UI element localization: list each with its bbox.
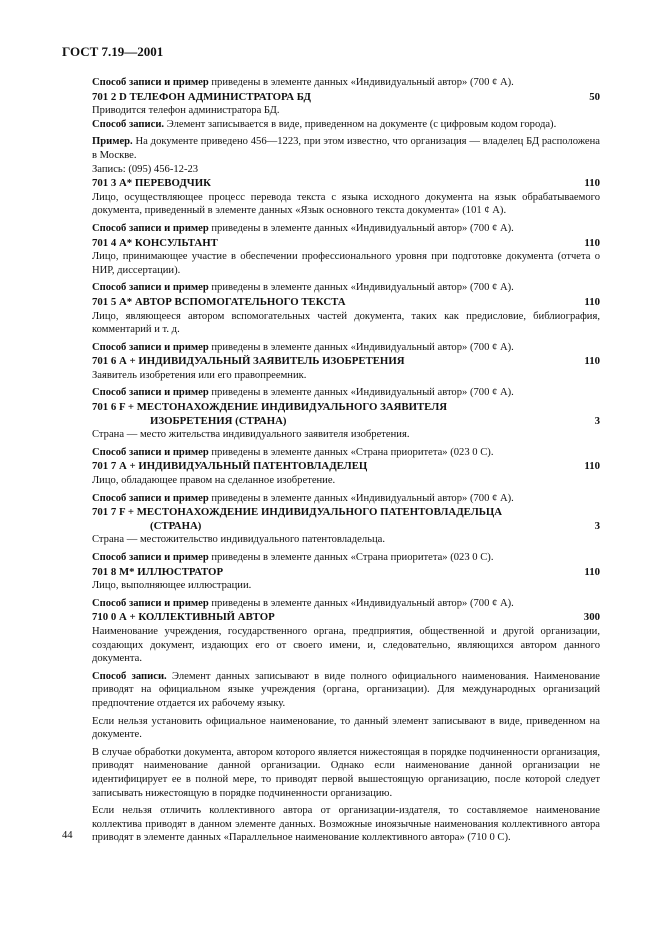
bold-lead: Способ записи и пример — [92, 492, 209, 504]
element-title: 701 8 М* ИЛЛЮСТРАТОР — [92, 565, 224, 578]
data-element-heading — [92, 355, 600, 369]
paragraph: Страна — место жительства индивидуального заявителя изобретения. — [92, 429, 410, 441]
paragraph — [92, 492, 600, 506]
element-size: 110 — [584, 236, 600, 249]
paragraph — [92, 551, 600, 565]
element-title: 701 7 F + МЕСТОНАХОЖДЕНИЕ ИНДИВИДУАЛЬНОГО ПАТЕНТОВЛАДЕЛЬЦА — [92, 506, 503, 519]
paragraph: Лицо, выполняющее иллюстрации. — [92, 580, 252, 592]
bold-lead: Пример. — [92, 136, 133, 148]
paragraph: Лицо, обладающее правом на сделанное изобретение. — [92, 475, 336, 487]
paragraph-text: Элемент данных записывают в виде полного официального наименования. Наименование приводят на официальном языке учреждения (органа, организации). Для международных организаций предпочтение отдается их рабочему языку. — [92, 670, 601, 709]
paragraph-text: Элемент записывается в виде, приведенном на документе (с цифровым кодом города). — [164, 118, 557, 130]
paragraph — [92, 670, 600, 711]
element-title: 701 6 А + ИНДИВИДУАЛЬНЫЙ ЗАЯВИТЕЛЬ ИЗОБРЕТЕНИЯ — [92, 355, 405, 368]
data-element-heading — [92, 237, 600, 251]
paragraph — [92, 135, 600, 162]
page-body — [92, 76, 600, 845]
element-size: 3 — [594, 414, 600, 427]
bold-lead: Способ записи и пример — [92, 222, 209, 234]
paragraph — [92, 281, 600, 295]
element-title-continued: ИЗОБРЕТЕНИЯ (СТРАНА) — [150, 414, 287, 427]
paragraph: Страна — местожительство индивидуального патентовладельца. — [92, 534, 385, 546]
data-element-heading — [92, 611, 600, 625]
bold-lead: Способ записи и пример — [92, 597, 209, 609]
paragraph: Запись: (095) 456-12-23 — [92, 163, 199, 175]
element-title: 701 3 А* ПЕРЕВОДЧИК — [92, 177, 211, 190]
paragraph: Приводится телефон администратора БД. — [92, 105, 280, 117]
data-element-heading — [92, 177, 600, 191]
paragraph-text: приведены в элементе данных «Индивидуальный автор» (700 ¢ А). — [208, 222, 514, 234]
page-header: ГОСТ 7.19—2001 — [62, 44, 164, 59]
bold-lead: Способ записи и пример — [92, 282, 209, 294]
page-number: 44 — [62, 830, 73, 841]
paragraph: Лицо, осуществляющее процесс перевода текста с языка исходного документа на язык обрабатываемого документа, приведенный в элементе данных «Язык основного текста документа» (101 ¢ А). — [92, 191, 600, 217]
paragraph-text: приведены в элементе данных «Индивидуальный автор» (700 ¢ А). — [208, 597, 514, 609]
element-title: 701 5 А* АВТОР ВСПОМОГАТЕЛЬНОГО ТЕКСТА — [92, 295, 346, 308]
paragraph: В случае обработки документа, автором которого является нижестоящая в порядке подчиненности организация, приводят наименование данной организации. Однако если наименование данной организации не идентифицирует ее в полной мере, то приводят первой вышестоящую организацию, после которой следует записывать нижестоящую в порядке подчиненности организацию. — [92, 746, 600, 799]
data-element-heading — [92, 566, 600, 580]
paragraph — [92, 446, 600, 460]
paragraph: Лицо, являющееся автором вспомогательных частей документа, таких как предисловие, библиография, комментарий и т. д. — [92, 310, 600, 336]
paragraph: Наименование учреждения, государственного органа, предприятия, общественной и другой организации, создающих документ, издающих его от своего имени, и, следовательно, являющихся автором данного документа. — [92, 625, 600, 665]
bold-lead: Способ записи и пример — [92, 387, 209, 399]
paragraph — [92, 597, 600, 611]
paragraph — [92, 386, 600, 400]
paragraph — [92, 118, 600, 132]
element-title: 701 2 D ТЕЛЕФОН АДМИНИСТРАТОРА БД — [92, 90, 311, 103]
paragraph: Лицо, принимающее участие в обеспечении профессионального уровня при подготовке документа (отчета о НИР, диссертации). — [92, 251, 600, 276]
element-title: 701 4 А* КОНСУЛЬТАНТ — [92, 236, 218, 249]
paragraph-text: приведены в элементе данных «Индивидуальный автор» (700 ¢ А). — [208, 387, 514, 399]
element-size: 110 — [584, 355, 600, 368]
paragraph: Если нельзя отличить коллективного автора от организации-издателя, то составляемое наименование коллектива приводят в данном элементе данных. Возможные иноязычные наименования коллективного автора приводят в элементе данных «Параллельное наименование коллективного автора» (710 0 С). — [92, 805, 600, 844]
element-size: 110 — [584, 177, 600, 190]
element-title: 701 6 F + МЕСТОНАХОЖДЕНИЕ ИНДИВИДУАЛЬНОГО ЗАЯВИТЕЛЯ — [92, 401, 448, 414]
bold-lead: Способ записи. — [92, 670, 167, 682]
paragraph: Заявитель изобретения или его правопреемник. — [92, 369, 307, 381]
data-element-heading — [92, 401, 600, 428]
element-title: 710 0 А + КОЛЛЕКТИВНЫЙ АВТОР — [92, 611, 275, 624]
element-size: 110 — [584, 295, 600, 308]
data-element-heading — [92, 506, 600, 533]
element-title-continued: (СТРАНА) — [150, 519, 202, 532]
bold-lead: Способ записи и пример — [92, 446, 209, 458]
element-size: 300 — [583, 611, 600, 624]
bold-lead: Способ записи и пример — [92, 552, 209, 563]
paragraph — [92, 76, 600, 90]
data-element-heading — [92, 296, 600, 310]
bold-lead: Способ записи. — [92, 118, 165, 130]
element-size: 110 — [584, 565, 600, 578]
element-title: 701 7 А + ИНДИВИДУАЛЬНЫЙ ПАТЕНТОВЛАДЕЛЕЦ — [92, 460, 368, 473]
bold-lead: Способ записи и пример — [92, 341, 209, 353]
data-element-heading — [92, 91, 600, 105]
paragraph-text: На документе приведено 456—1223, при этом известно, что организация — владелец БД расположена в Москве. — [92, 136, 600, 161]
paragraph-text: приведены в элементе данных «Индивидуальный автор» (700 ¢ А). — [208, 341, 514, 353]
element-size: 110 — [584, 460, 600, 473]
paragraph — [92, 222, 600, 236]
bold-lead: Способ записи и пример — [92, 77, 209, 88]
paragraph-text: приведены в элементе данных «Индивидуальный автор» (700 ¢ А). — [208, 492, 514, 504]
paragraph — [92, 341, 600, 355]
data-element-heading — [92, 460, 600, 474]
paragraph-text: приведены в элементе данных «Индивидуальный автор» (700 ¢ А). — [208, 77, 514, 88]
element-size: 50 — [589, 90, 600, 103]
element-size: 3 — [594, 519, 600, 532]
paragraph-text: приведены в элементе данных «Страна приоритета» (023 0 С). — [208, 446, 494, 458]
paragraph: Если нельзя установить официальное наименование, то данный элемент записывают в виде, приведенном на документе. — [92, 715, 600, 741]
paragraph-text: приведены в элементе данных «Страна приоритета» (023 0 С). — [208, 552, 494, 563]
paragraph-text: приведены в элементе данных «Индивидуальный автор» (700 ¢ А). — [208, 282, 514, 294]
